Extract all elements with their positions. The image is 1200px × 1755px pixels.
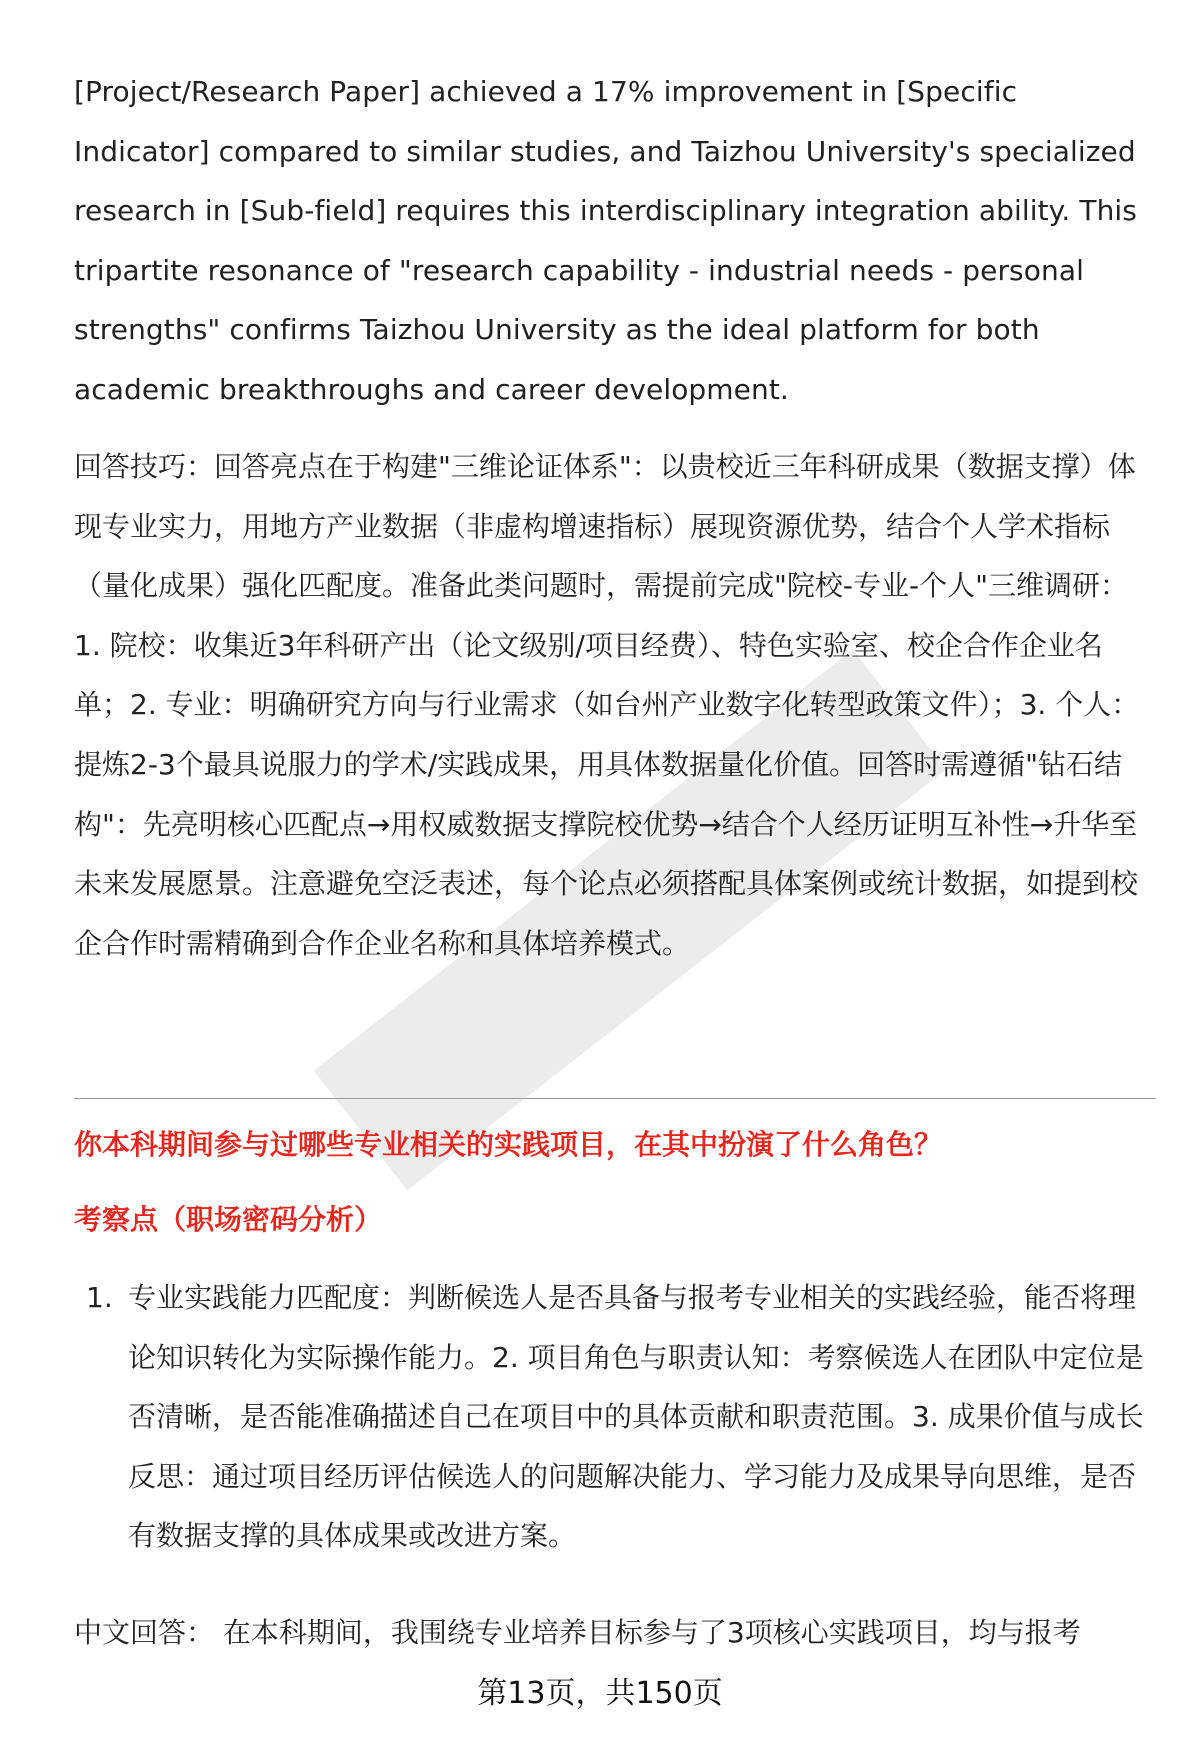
chinese-answer: 中文回答： 在本科期间，我围绕专业培养目标参与了3项核心实践项目，均与报考 bbox=[74, 1616, 1081, 1649]
section-divider bbox=[74, 1098, 1156, 1099]
tips-paragraph: 回答技巧：回答亮点在于构建"三维论证体系"：以贵校近三年科研成果（数据支撑）体现专业实力，用地方产业数据（非虚构增速指标）展现资源优势，结合个人学术指标（量化成果）强化匹配度。准备此类问题时，需提前完成"院校-专业-个人"三维调研：1. 院校：收集近3年科研产出（论文级别/项目经费）、特色实验室、校企合作企业名单；2. 专业：明确研究方向与行业需求（如台州产业数字化转型政策文件）；3. 个人：提炼2-3个最具说服力的学术/实践成果，用具体数据量化价值。回答时需遵循"钻石结构"：先亮明核心匹配点→用权威数据支撑院校优势→结合个人经历证明互补性→升华至未来发展愿景。注意避免空泛表述，每个论点必须搭配具体案例或统计数据，如提到校企合作时需精确到合作企业名称和具体培养模式。 bbox=[74, 450, 1140, 960]
question-heading: 你本科期间参与过哪些专业相关的实践项目，在其中扮演了什么角色？ bbox=[74, 1128, 943, 1161]
list-item-number: 1. bbox=[86, 1281, 113, 1314]
analysis-list bbox=[74, 1268, 1154, 1566]
page-number: 第13页，共150页 bbox=[477, 1676, 723, 1711]
analysis-subheading: 考察点（职场密码分析） bbox=[74, 1203, 383, 1236]
list-item-text: 专业实践能力匹配度：判断候选人是否具备与报考专业相关的实践经验，能否将理论知识转化为实际操作能力。2. 项目角色与职责认知：考察候选人在团队中定位是否清晰，是否能准确描述自己在项目中的具体贡献和职责范围。3. 成果价值与成长反思：通过项目经历评估候选人的问题解决能力、学习能力及成果导向思维，是否有数据支撑的具体成果或改进方案。 bbox=[128, 1281, 1144, 1553]
english-paragraph: [Project/Research Paper] achieved a 17% improvement in [Specific Indicator] compared to similar studies, and Taizhou University's specialized research in [Sub-field] requires this interdisciplinary integration ability. This tripartite resonance of "research capability - industrial needs - personal strengths" confirms Taizhou University as the ideal platform for both academic breakthroughs and career development. bbox=[74, 75, 1137, 406]
page-content bbox=[74, 62, 1144, 973]
list-item bbox=[74, 1268, 1154, 1566]
